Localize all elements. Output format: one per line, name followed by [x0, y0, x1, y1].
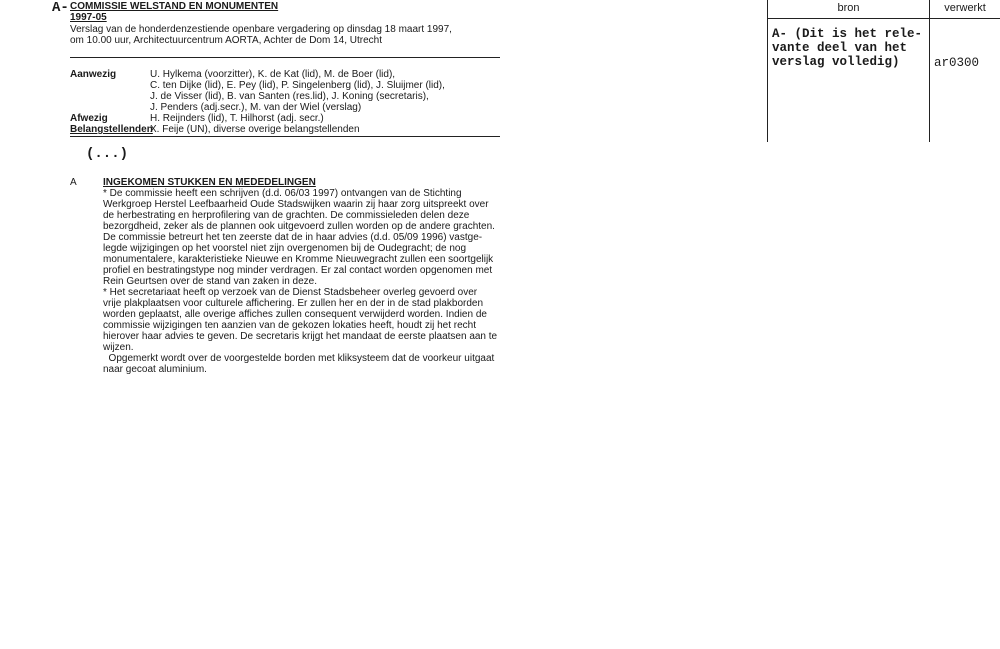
aanwezig-line-1: U. Hylkema (voorzitter), K. de Kat (lid), M. de Boer (lid),	[150, 69, 396, 80]
document-number: 1997-05	[70, 12, 107, 23]
section-title: INGEKOMEN STUKKEN EN MEDEDELINGEN	[103, 177, 316, 188]
aanwezig-line-2: C. ten Dijke (lid), E. Pey (lid), P. Singelenberg (lid), J. Sluijmer (lid),	[150, 80, 445, 91]
body-line: profiel en bestratingstype nog minder verdragen. Er zal contact worden opgenomen met	[103, 265, 493, 276]
body-line: commissie wijzigingen ten aanzien van de gekozen lokaties heeft, houdt zij het recht	[103, 320, 476, 331]
belangstellenden-text: X. Feije (UN), diverse overige belangstellenden	[150, 124, 360, 135]
section-marker: A-	[52, 0, 69, 16]
table-header-divider	[767, 18, 1000, 19]
body-line: wijzen.	[103, 342, 134, 353]
body-line: * Het secretariaat heeft op verzoek van de Dienst Stadsbeheer overleg gevoerd over	[103, 287, 478, 298]
body-line: Rein Geurtsen over de stand van zaken in deze.	[103, 276, 318, 287]
body-line: de herbestrating en herprofilering van de grachten. De commissieleden delen deze	[103, 210, 470, 221]
table-left-border	[767, 0, 768, 142]
body-line: monumentalere, karakteristieke Nieuwe en Kromme Nieuwegracht zullen een soortgelijk	[103, 254, 494, 265]
aanwezig-line-3: J. de Visser (lid), B. van Santen (res.lid), J. Koning (secretaris),	[150, 91, 429, 102]
archive-code: ar0300	[934, 56, 980, 70]
omission-marker: (...)	[86, 146, 129, 162]
body-line: worden geplaatst, alle overige affiches zullen consequent verwijderd worden. Indien de	[103, 309, 487, 320]
afwezig-label: Afwezig	[70, 113, 108, 124]
source-note	[772, 27, 922, 69]
body-line: bezorgdheid, zeker als de plannen ook uitgevoerd zullen worden op de andere grachten.	[103, 221, 495, 232]
source-note-line: verslag volledig)	[772, 55, 900, 69]
aanwezig-label: Aanwezig	[70, 69, 117, 80]
column-header-verwerkt: verwerkt	[944, 2, 986, 14]
section-letter: A	[70, 177, 77, 188]
table-middle-border	[929, 0, 930, 142]
document-title: COMMISSIE WELSTAND EN MONUMENTEN	[70, 1, 279, 12]
body-line: * De commissie heeft een schrijven (d.d. 06/03 1997) ontvangen van de Stichting	[103, 188, 462, 199]
body-line: naar gecoat aluminium.	[103, 364, 207, 375]
body-line: hierover haar advies te geven. De secretaris krijgt het mandaat de eerste plaatsen aan te	[103, 331, 498, 342]
document-description-line-1: Verslag van de honderdenzestiende openbare vergadering op dinsdag 18 maart 1997,	[70, 24, 452, 35]
source-note-line: vante deel van het	[772, 41, 908, 55]
body-line: legde wijzigingen op het voorstel niet zijn overgenomen bij de Oudegracht; de nog	[103, 243, 467, 254]
column-header-bron: bron	[837, 2, 860, 14]
body-line: vrije plakplaatsen voor culturele affichering. Er zullen her en der in de stad plakborden	[103, 298, 484, 309]
afwezig-text: H. Reijnders (lid), T. Hilhorst (adj. secr.)	[150, 113, 324, 124]
attendance-divider	[70, 136, 500, 137]
belangstellenden-label: Belangstellenden	[70, 124, 153, 135]
body-line: Werkgroep Herstel Leefbaarheid Oude Stadswijken waarin zij haar zorg uitspreekt over	[103, 199, 489, 210]
document-description-line-2: om 10.00 uur, Architectuurcentrum AORTA, Achter de Dom 14, Utrecht	[70, 35, 382, 46]
source-note-line: A- (Dit is het rele-	[772, 27, 923, 41]
header-divider	[70, 57, 500, 58]
body-line: De commissie betreurt het ten zeerste dat de in haar advies (d.d. 05/09 1996) vastge-	[103, 232, 483, 243]
aanwezig-line-4: J. Penders (adj.secr.), M. van der Wiel (verslag)	[150, 102, 362, 113]
section-body	[103, 188, 503, 375]
body-line: Opgemerkt wordt over de voorgestelde borden met kliksysteem dat de voorkeur uitgaat	[103, 353, 495, 364]
